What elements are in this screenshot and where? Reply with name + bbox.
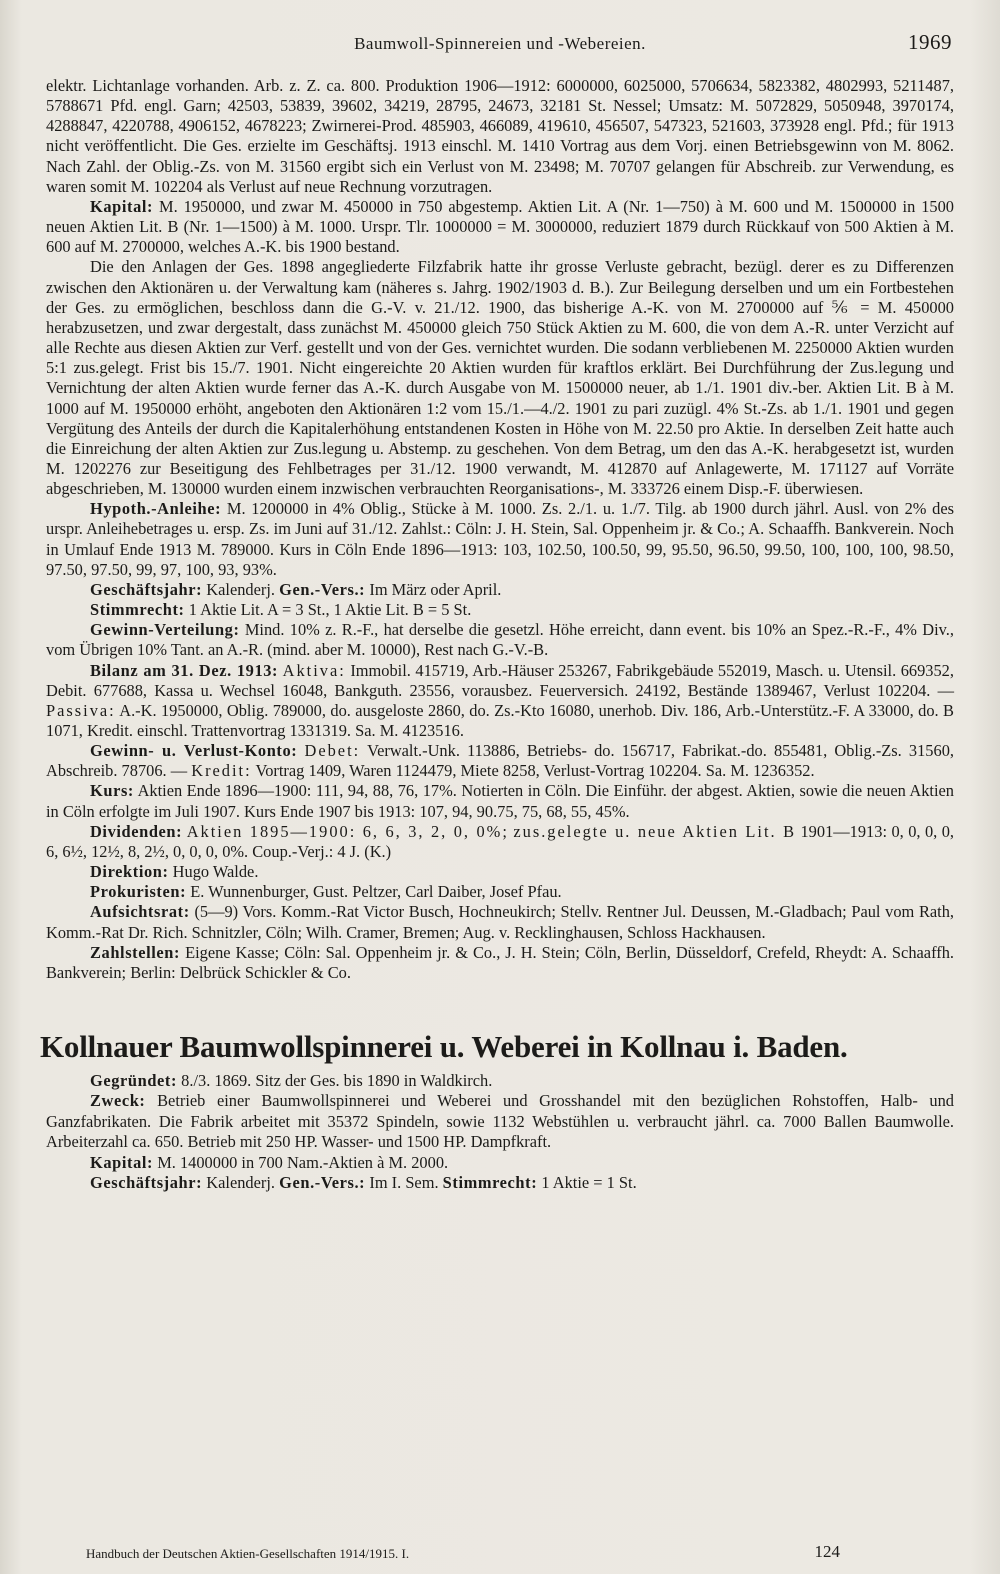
bilanz-passiva-text: A.-K. 1950000, Oblig. 789000, do. ausgeloste 2860, do. Zs.-Kto 16080, unerhob. Div. 186, Arb.-Unterstütz.-F. A 33000, do. B 1071, Kredit. einschl. Trattenvortrag 1331319. Sa. M. 4123516. (46, 700, 954, 740)
kollnau-geschaeftsjahr-paragraph (46, 1173, 954, 1193)
kapital-label: Kapital: (90, 196, 154, 216)
gewinn-text: Mind. 10% z. R.-F., hat derselbe die gesetzl. Höhe erreicht, dann event. bis 10% an Spez.-R.-F., 4% Div., vom Übrigen 10% Tant. an A.-R. (mind. aber M. 10000), Rest nach G.-V.-B. (46, 620, 954, 660)
aufsichtsrat-label: Aufsichtsrat: (90, 902, 190, 922)
gegruendet-text: 8./3. 1869. Sitz der Ges. bis 1890 in Waldkirch. (181, 1071, 493, 1091)
page-footer (86, 1542, 840, 1562)
zahlstellen-text: Eigene Kasse; Cöln: Sal. Oppenheim jr. & Co., J. H. Stein; Cöln, Berlin, Düsseldorf, Crefeld, Rheydt: A. Schaaffh. Bankverein; Berlin: Delbrück Schickler & Co. (46, 942, 954, 982)
company-heading: Kollnauer Baumwollspinnerei u. Weberei in Kollnau i. Baden. (40, 1029, 848, 1065)
guv-label: Gewinn- u. Verlust-Konto: (90, 741, 298, 761)
entry-baumwoll-spinnerei (46, 76, 954, 983)
kollnau-gv-label: Gen.-Vers.: (279, 1173, 366, 1193)
gewinn-verteilung-paragraph (46, 620, 954, 660)
production-text: elektr. Lichtanlage vorhanden. Arb. z. Z. ca. 800. Produktion 1906—1912: 6000000, 6025000, 5706634, 5823382, 4802993, 5211487, 5788671 Pfd. engl. Garn; 42503, 53839, 39602, 34219, 28795, 24673, 32181 St. Nessel; Umsatz: M. 5072829, 5050948, 3970174, 4288847, 4220788, 4906152, 4678223; Zwirnerei-Prod. 485903, 466089, 419610, 456507, 547323, 521603, 373928 engl. Pfd.; für 1913 nicht veröffentlicht. Die Ges. erzielte im Geschäftsj. 1913 einschl. M. 1410 Vortrag aus dem Vorj. einen Betriebsgewinn von M. 8062. Nach Zahl. der Oblig.-Zs. von M. 31560 ergibt sich ein Verlust von M. 23498; M. 70707 gelangen für Abschreib. zur Verwendung, es waren somit M. 102204 als Verlust auf neue Rechnung vorzutragen. (46, 76, 954, 196)
dividenden-text-b: zus.gelegte u. neue Aktien Lit. B (513, 821, 797, 841)
dividenden-text-a: Aktien 1895—1900: 6, 6, 3, 2, 0, 0%; (186, 821, 509, 841)
aufsichtsrat-text: (5—9) Vors. Komm.-Rat Victor Busch, Hochneukirch; Stellv. Rentner Jul. Deussen, M.-Gladbach; Paul vom Rath, Komm.-Rat Dr. Rich. Schnitzler, Cöln; Wilh. Cramer, Bremen; Aug. v. Recklinghausen, Schloss Hackhausen. (46, 902, 954, 942)
guv-debet-text: Verwalt.-Unk. 113886, Betriebs- do. 156717, Fabrikat.-do. 855481, Oblig.-Zs. 31560, Abschreib. 78706. — (46, 741, 954, 781)
gegruendet-label: Gegründet: (90, 1071, 178, 1091)
direktion-text: Hugo Walde. (172, 862, 259, 882)
prokuristen-label: Prokuristen: (90, 882, 187, 902)
bilanz-paragraph (46, 661, 954, 742)
gegruendet-paragraph (46, 1071, 954, 1091)
direktion-label: Direktion: (90, 862, 169, 882)
guv-debet-label: Debet: (304, 741, 361, 761)
anlagen-paragraph (46, 257, 954, 499)
production-paragraph (46, 76, 954, 197)
geschaeftsjahr-paragraph (46, 580, 954, 600)
guv-paragraph (46, 741, 954, 781)
direktion-paragraph (46, 862, 954, 882)
stimm-text: 1 Aktie Lit. A = 3 St., 1 Aktie Lit. B = 5 St. (188, 600, 472, 620)
page-number: 1969 (908, 30, 952, 54)
kapital-text: M. 1950000, und zwar M. 450000 in 750 abgestemp. Aktien Lit. A (Nr. 1—750) à M. 600 und M. 1500000 in 1500 neuen Aktien Lit. B (Nr. 1—1500) à M. 1000. Urspr. Tlr. 1000000 = M. 3000000, reduziert 1879 durch Rückkauf von 500 Aktien à M. 600 auf M. 2700000, welches A.-K. bis 1900 bestand. (46, 196, 954, 257)
kollnau-kapital-label: Kapital: (90, 1152, 154, 1172)
kollnau-stimm-label: Stimmrecht: (442, 1173, 538, 1193)
hypoth-label: Hypoth.-Anleihe: (90, 499, 222, 519)
bilanz-aktiva-label: Aktiva: (282, 660, 346, 680)
dividenden-label: Dividenden: (90, 821, 183, 841)
kurs-paragraph (46, 781, 954, 821)
bilanz-aktiva-text: Immobil. 415719, Arb.-Häuser 253267, Fabrikgebäude 552019, Masch. u. Utensil. 669352, Debit. 677688, Kassa u. Wechsel 16048, Bankguth. 23556, vorausbez. Feuerversich. 24192, Bestände 1389467, Verlust 102204. — (46, 660, 954, 700)
hypoth-paragraph (46, 499, 954, 580)
aufsichtsrat-paragraph (46, 902, 954, 942)
zweck-paragraph (46, 1091, 954, 1152)
kapital-paragraph (46, 197, 954, 257)
entry-kollnauer (46, 1071, 954, 1193)
kollnau-stimm-text: 1 Aktie = 1 St. (541, 1173, 637, 1193)
zahlstellen-paragraph (46, 943, 954, 983)
bilanz-passiva-label: Passiva: (46, 700, 116, 720)
kollnau-kapital-paragraph (46, 1153, 954, 1173)
zahlstellen-label: Zahlstellen: (90, 942, 181, 962)
kollnau-gv-text: Im I. Sem. (369, 1173, 439, 1193)
footer-book-title: Handbuch der Deutschen Aktien-Gesellschaften 1914/1915. I. (86, 1546, 410, 1561)
kurs-text: Aktien Ende 1896—1900: 111, 94, 88, 76, 17%. Notierten in Cöln. Die Einführ. der abgest. Aktien, sowie die neuen Aktien in Cöln erfolgte im Juli 1907. Kurs Ende 1907 bis 1913: 107, 94, 90.75, 75, 68, 55, 45%. (46, 781, 955, 821)
zweck-text: Betrieb einer Baumwollspinnerei und Weberei und Grosshandel mit den bezüglichen Rohstoffen, Halb- und Ganzfabrikaten. Die Fabrik arbeitet mit 35372 Spindeln, sowie 1132 Webstühlen u. verbraucht jährl. ca. 7000 Ballen Baumwolle. Arbeiterzahl ca. 650. Betrieb mit 250 HP. Wasser- und 1500 HP. Dampfkraft. (46, 1091, 954, 1152)
stimm-label: Stimmrecht: (90, 600, 185, 620)
kollnau-gj-label: Geschäftsjahr: (90, 1173, 203, 1193)
running-header (46, 30, 954, 64)
gv-label: Gen.-Vers.: (279, 579, 366, 599)
zweck-label: Zweck: (90, 1091, 146, 1111)
gj-text: Kalenderj. (206, 579, 276, 599)
kollnau-gj-text: Kalenderj. (206, 1173, 276, 1193)
guv-kredit-label: Kredit: (191, 761, 252, 781)
running-title: Baumwoll-Spinnereien und -Webereien. (354, 34, 646, 53)
prokuristen-paragraph (46, 882, 954, 902)
gewinn-label: Gewinn-Verteilung: (90, 620, 240, 640)
guv-kredit-text: Vortrag 1409, Waren 1124479, Miete 8258, Verlust-Vortrag 102204. Sa. M. 1236352. (255, 761, 815, 781)
stimmrecht-paragraph (46, 600, 954, 620)
kollnau-kapital-text: M. 1400000 in 700 Nam.-Aktien à M. 2000. (157, 1152, 449, 1172)
prokuristen-text: E. Wunnenburger, Gust. Peltzer, Carl Daiber, Josef Pfau. (190, 882, 562, 902)
hypoth-text: M. 1200000 in 4% Oblig., Stücke à M. 1000. Zs. 2./1. u. 1./7. Tilg. ab 1900 durch jährl. Ausl. von 2% des urspr. Anleihebetrages u. ersp. Zs. im Juni auf 31./12. Zahlst.: Cöln: J. H. Stein, Sal. Oppenheim jr. & Co.; A. Schaaffh. Bankverein. Noch in Umlauf Ende 1913 M. 789000. Kurs in Cöln Ende 1896—1913: 103, 102.50, 100.50, 99, 95.50, 96.50, 99.50, 100, 100, 100, 98.50, 97.50, 97.50, 99, 97, 100, 93, 93%. (46, 499, 954, 579)
bilanz-label: Bilanz am 31. Dez. 1913: (90, 660, 279, 680)
kurs-label: Kurs: (90, 781, 134, 801)
footer-sheet-number: 124 (814, 1542, 840, 1561)
gv-text: Im März oder April. (369, 579, 502, 599)
anlagen-text: Die den Anlagen der Ges. 1898 angegliederte Filzfabrik hatte ihr grosse Verluste gebracht, bezügl. derer es zu Differenzen zwischen den Aktionären u. der Verwaltung kam (näheres s. Jahrg. 1902/1903 d. B.). Zur Beilegung derselben und um ein Fortbestehen der Ges. zu ermöglichen, beschloss dann die G.-V. v. 21./12. 1900, das bisherige A.-K. von M. 2700000 auf ⅚ = M. 450000 herabzusetzen, und zwar dergestalt, dass zunächst M. 450000 gleich 750 Stück Aktien zu M. 600, die von dem A.-R. unter Verzicht auf alle Rechte aus diesen Aktien zur Verf. gestellt und von der Ges. vernichtet wurden. Die sodann verbliebenen M. 2250000 Aktien wurden 5:1 zus.gelegt. Frist bis 15./7. 1901. Nicht eingereichte 20 Aktien wurden für kraftlos erklärt. Bei Durchführung der Zus.legung und Vernichtung der alten Aktien wurde ferner das A.-K. durch Ausgabe von M. 1500000 neuer, ab 1./1. 1901 div.-ber. Aktien Lit. B à M. 1000 auf M. 1950000 erhöht, angeboten den Aktionären 1:2 vom 15./1.—4./2. 1901 zu pari zuzügl. 4% St.-Zs. ab 1./1. 1901 und gegen Vergütung des Anteils der durch die Kapitalerhöhung entstandenen Kosten in Höhe von M. 22.50 pro Aktie. In derselben Zeit hatte auch die Einreichung der alten Aktien zur Zus.legung u. Abstemp. zu geschehen. Von dem Betrag, um den das A.-K. herabgesetzt ist, wurden M. 1202276 zur Beseitigung des Fehlbetrages per 31./12. 1900 verwandt, M. 412870 auf Anlagewerte, M. 171127 auf Vorräte abgeschrieben, M. 130000 wurden einem inzwischen verbrauchten Reorganisations-, M. 333726 einem Disp.-F. überwiesen. (46, 257, 954, 499)
dividenden-paragraph (46, 822, 954, 862)
dividenden-text-c: 1901—1913: 0, 0, 0, 0, 6, 6½, 12½, 8, 2½, 0, 0, 0, 0%. Coup.-Verj.: 4 J. (K.) (46, 821, 954, 861)
gj-label: Geschäftsjahr: (90, 579, 203, 599)
